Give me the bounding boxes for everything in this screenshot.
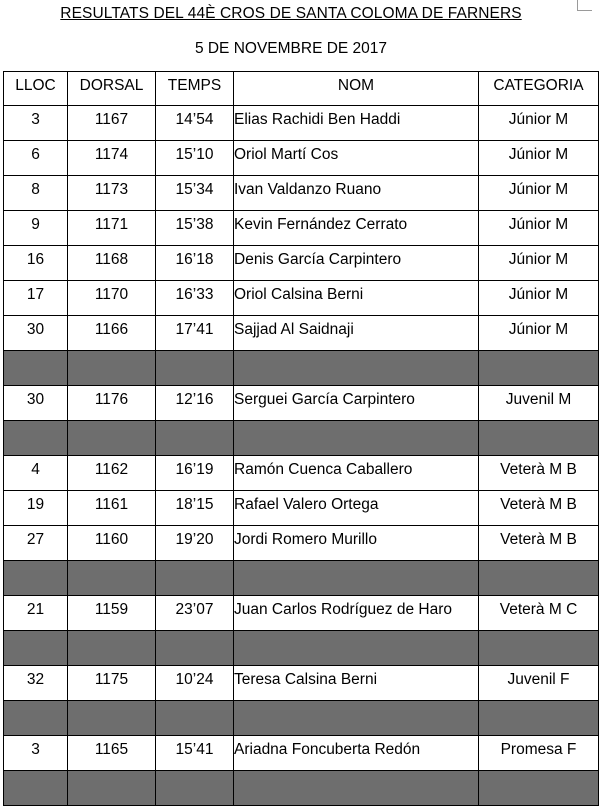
separator-cell [479, 421, 599, 456]
cell-nom: Oriol Martí Cos [234, 141, 479, 176]
table-row [4, 176, 599, 211]
separator-cell [234, 421, 479, 456]
cell-temps: 17’41 [156, 316, 234, 351]
table-row [4, 596, 599, 631]
cell-categoria: Juvenil M [479, 386, 599, 421]
cell-temps: 16’18 [156, 246, 234, 281]
table-row [4, 211, 599, 246]
header-dorsal: DORSAL [68, 72, 156, 106]
cell-lloc: 4 [4, 456, 68, 491]
table-header-row [4, 72, 599, 106]
separator-cell [479, 351, 599, 386]
separator-cell [4, 631, 68, 666]
cell-dorsal: 1159 [68, 596, 156, 631]
separator-cell [4, 701, 68, 736]
separator-cell [156, 351, 234, 386]
cell-temps: 15’41 [156, 736, 234, 771]
cell-categoria: Promesa F [479, 736, 599, 771]
separator-cell [68, 561, 156, 596]
separator-cell [234, 561, 479, 596]
separator-cell [479, 771, 599, 806]
cell-temps: 10’24 [156, 666, 234, 701]
cell-dorsal: 1174 [68, 141, 156, 176]
cell-categoria: Veterà M B [479, 491, 599, 526]
cell-lloc: 19 [4, 491, 68, 526]
table-row [4, 736, 599, 771]
cell-temps: 12’16 [156, 386, 234, 421]
cell-lloc: 30 [4, 386, 68, 421]
separator-cell [234, 771, 479, 806]
separator-cell [479, 701, 599, 736]
cell-nom: Elias Rachidi Ben Haddi [234, 106, 479, 141]
separator-cell [234, 631, 479, 666]
cell-lloc: 8 [4, 176, 68, 211]
separator-cell [479, 631, 599, 666]
category-separator-row [4, 561, 599, 596]
cell-temps: 15’38 [156, 211, 234, 246]
cell-nom: Juan Carlos Rodríguez de Haro [234, 596, 479, 631]
cell-categoria: Júnior M [479, 316, 599, 351]
category-separator-row [4, 351, 599, 386]
cell-nom: Teresa Calsina Berni [234, 666, 479, 701]
table-row [4, 316, 599, 351]
separator-cell [156, 701, 234, 736]
document-title: RESULTATS DEL 44È CROS DE SANTA COLOMA DE FARNERS [60, 5, 522, 22]
cell-nom: Kevin Fernández Cerrato [234, 211, 479, 246]
cell-temps: 18’15 [156, 491, 234, 526]
cell-lloc: 32 [4, 666, 68, 701]
cell-nom: Ivan Valdanzo Ruano [234, 176, 479, 211]
cell-dorsal: 1176 [68, 386, 156, 421]
cell-nom: Denis García Carpintero [234, 246, 479, 281]
cell-lloc: 3 [4, 736, 68, 771]
cell-nom: Ariadna Foncuberta Redón [234, 736, 479, 771]
category-separator-row [4, 421, 599, 456]
header-nom: NOM [234, 72, 479, 106]
table-row [4, 246, 599, 281]
separator-cell [4, 421, 68, 456]
separator-cell [234, 351, 479, 386]
header-lloc: LLOC [4, 72, 68, 106]
table-row [4, 386, 599, 421]
cell-categoria: Júnior M [479, 141, 599, 176]
cell-lloc: 21 [4, 596, 68, 631]
separator-cell [68, 771, 156, 806]
separator-cell [68, 351, 156, 386]
cell-lloc: 9 [4, 211, 68, 246]
separator-cell [68, 631, 156, 666]
table-row [4, 141, 599, 176]
table-row [4, 666, 599, 701]
cell-dorsal: 1166 [68, 316, 156, 351]
cell-lloc: 27 [4, 526, 68, 561]
cell-temps: 15’34 [156, 176, 234, 211]
cell-dorsal: 1170 [68, 281, 156, 316]
table-row [4, 456, 599, 491]
cell-temps: 23’07 [156, 596, 234, 631]
cell-categoria: Júnior M [479, 106, 599, 141]
cell-temps: 19’20 [156, 526, 234, 561]
cell-lloc: 3 [4, 106, 68, 141]
separator-cell [156, 771, 234, 806]
cell-dorsal: 1175 [68, 666, 156, 701]
table-row [4, 106, 599, 141]
separator-cell [68, 421, 156, 456]
table-row [4, 281, 599, 316]
cell-lloc: 17 [4, 281, 68, 316]
category-separator-row [4, 631, 599, 666]
cell-nom: Rafael Valero Ortega [234, 491, 479, 526]
header-temps: TEMPS [156, 72, 234, 106]
cell-categoria: Veterà M C [479, 596, 599, 631]
table-row [4, 526, 599, 561]
header-categoria: CATEGORIA [479, 72, 599, 106]
category-separator-row [4, 771, 599, 806]
cell-dorsal: 1160 [68, 526, 156, 561]
cell-temps: 16’19 [156, 456, 234, 491]
cell-dorsal: 1167 [68, 106, 156, 141]
cell-nom: Oriol Calsina Berni [234, 281, 479, 316]
cell-dorsal: 1165 [68, 736, 156, 771]
cell-nom: Ramón Cuenca Caballero [234, 456, 479, 491]
cell-categoria: Veterà M B [479, 456, 599, 491]
separator-cell [4, 771, 68, 806]
separator-cell [234, 701, 479, 736]
cell-lloc: 16 [4, 246, 68, 281]
separator-cell [156, 561, 234, 596]
cell-dorsal: 1168 [68, 246, 156, 281]
cell-dorsal: 1161 [68, 491, 156, 526]
separator-cell [156, 631, 234, 666]
cell-nom: Serguei García Carpintero [234, 386, 479, 421]
separator-cell [479, 561, 599, 596]
results-body [4, 106, 599, 806]
cell-temps: 15’10 [156, 141, 234, 176]
cell-temps: 16’33 [156, 281, 234, 316]
separator-cell [4, 561, 68, 596]
category-separator-row [4, 701, 599, 736]
table-row [4, 491, 599, 526]
cell-dorsal: 1171 [68, 211, 156, 246]
separator-cell [156, 421, 234, 456]
results-table [3, 71, 599, 806]
separator-cell [4, 351, 68, 386]
cell-categoria: Juvenil F [479, 666, 599, 701]
cell-dorsal: 1173 [68, 176, 156, 211]
separator-cell [68, 701, 156, 736]
cell-lloc: 30 [4, 316, 68, 351]
cell-categoria: Júnior M [479, 281, 599, 316]
cell-lloc: 6 [4, 141, 68, 176]
cell-categoria: Júnior M [479, 246, 599, 281]
cell-nom: Jordi Romero Murillo [234, 526, 479, 561]
cell-categoria: Júnior M [479, 176, 599, 211]
document-date: 5 DE NOVEMBRE DE 2017 [194, 40, 388, 57]
cell-nom: Sajjad Al Saidnaji [234, 316, 479, 351]
cell-categoria: Júnior M [479, 211, 599, 246]
cell-dorsal: 1162 [68, 456, 156, 491]
cell-categoria: Veterà M B [479, 526, 599, 561]
cell-temps: 14’54 [156, 106, 234, 141]
